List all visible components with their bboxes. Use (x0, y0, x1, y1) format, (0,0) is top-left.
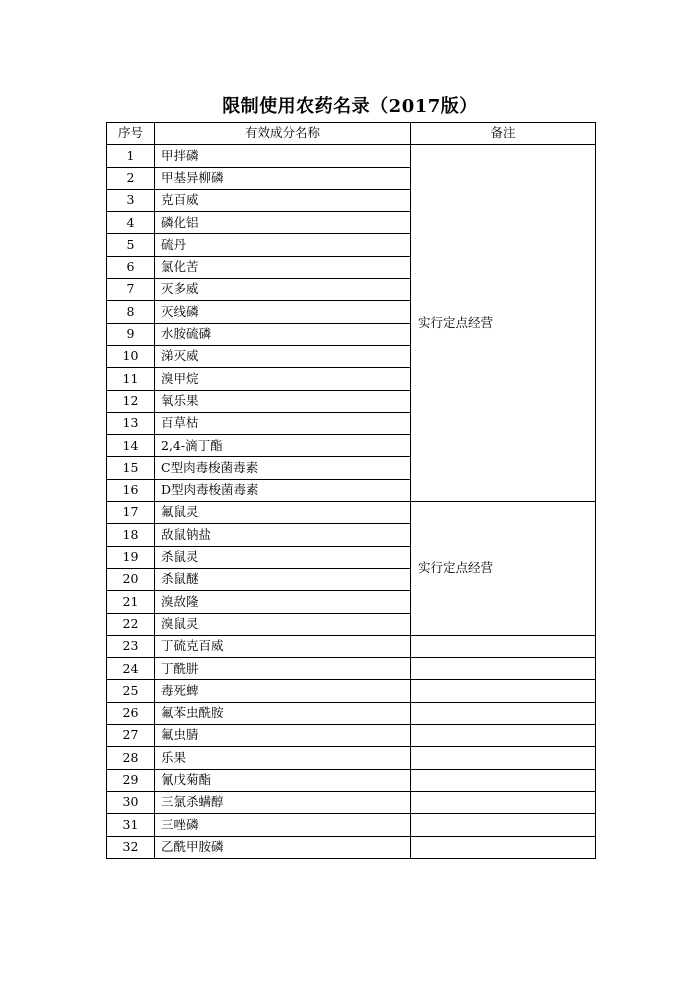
table-row (107, 680, 596, 702)
row-number: 7 (107, 279, 155, 301)
remark-cell (411, 836, 596, 858)
ingredient-name: 三唑磷 (155, 814, 411, 836)
ingredient-name: 水胺硫磷 (155, 323, 411, 345)
row-number: 17 (107, 502, 155, 524)
row-number: 18 (107, 524, 155, 546)
ingredient-name: 磷化铝 (155, 212, 411, 234)
ingredient-name: 甲拌磷 (155, 145, 411, 167)
row-number: 3 (107, 189, 155, 211)
remark-cell: 实行定点经营 (411, 145, 596, 502)
row-number: 6 (107, 256, 155, 278)
ingredient-name: 硫丹 (155, 234, 411, 256)
row-number: 14 (107, 435, 155, 457)
row-number: 10 (107, 345, 155, 367)
ingredient-name: 三氯杀螨醇 (155, 791, 411, 813)
remark-cell (411, 814, 596, 836)
table-row (107, 747, 596, 769)
row-number: 13 (107, 412, 155, 434)
row-number: 30 (107, 791, 155, 813)
ingredient-name: 乙酰甲胺磷 (155, 836, 411, 858)
table-row (107, 702, 596, 724)
row-number: 9 (107, 323, 155, 345)
remark-cell (411, 635, 596, 657)
remark-cell (411, 658, 596, 680)
ingredient-name: 涕灭威 (155, 345, 411, 367)
ingredient-name: 灭多威 (155, 279, 411, 301)
ingredient-name: 溴鼠灵 (155, 613, 411, 635)
table-row (107, 791, 596, 813)
row-number: 2 (107, 167, 155, 189)
row-number: 4 (107, 212, 155, 234)
row-number: 15 (107, 457, 155, 479)
ingredient-name: 氯化苦 (155, 256, 411, 278)
remark-cell (411, 702, 596, 724)
remark-cell (411, 680, 596, 702)
table-row (107, 145, 596, 167)
row-number: 29 (107, 769, 155, 791)
ingredient-name: 2,4-滴丁酯 (155, 435, 411, 457)
row-number: 32 (107, 836, 155, 858)
row-number: 20 (107, 568, 155, 590)
ingredient-name: 杀鼠醚 (155, 568, 411, 590)
table-row (107, 814, 596, 836)
table-row (107, 502, 596, 524)
remark-cell (411, 791, 596, 813)
ingredient-name: 甲基异柳磷 (155, 167, 411, 189)
table-header-row (107, 123, 596, 145)
page-title: 限制使用农药名录（2017版） (222, 96, 478, 117)
row-number: 1 (107, 145, 155, 167)
row-number: 27 (107, 725, 155, 747)
remark-cell (411, 769, 596, 791)
ingredient-name: 乐果 (155, 747, 411, 769)
header-no: 序号 (107, 123, 155, 145)
row-number: 25 (107, 680, 155, 702)
ingredient-name: 毒死蜱 (155, 680, 411, 702)
row-number: 8 (107, 301, 155, 323)
row-number: 11 (107, 368, 155, 390)
ingredient-name: 杀鼠灵 (155, 546, 411, 568)
pesticide-table (106, 122, 596, 859)
row-number: 26 (107, 702, 155, 724)
row-number: 19 (107, 546, 155, 568)
ingredient-name: 溴敌隆 (155, 591, 411, 613)
row-number: 21 (107, 591, 155, 613)
ingredient-name: 丁酰肼 (155, 658, 411, 680)
table-row (107, 725, 596, 747)
header-note: 备注 (411, 123, 596, 145)
row-number: 16 (107, 479, 155, 501)
header-name: 有效成分名称 (155, 123, 411, 145)
table-row (107, 769, 596, 791)
table-row (107, 635, 596, 657)
ingredient-name: 氟虫腈 (155, 725, 411, 747)
row-number: 31 (107, 814, 155, 836)
row-number: 5 (107, 234, 155, 256)
ingredient-name: 敌鼠钠盐 (155, 524, 411, 546)
ingredient-name: 溴甲烷 (155, 368, 411, 390)
ingredient-name: C型肉毒梭菌毒素 (155, 457, 411, 479)
remark-cell (411, 725, 596, 747)
ingredient-name: 灭线磷 (155, 301, 411, 323)
ingredient-name: 丁硫克百威 (155, 635, 411, 657)
ingredient-name: 百草枯 (155, 412, 411, 434)
remark-cell (411, 747, 596, 769)
ingredient-name: D型肉毒梭菌毒素 (155, 479, 411, 501)
row-number: 22 (107, 613, 155, 635)
row-number: 12 (107, 390, 155, 412)
remark-cell: 实行定点经营 (411, 502, 596, 636)
ingredient-name: 克百威 (155, 189, 411, 211)
row-number: 24 (107, 658, 155, 680)
ingredient-name: 氧乐果 (155, 390, 411, 412)
table-body (107, 145, 596, 859)
row-number: 28 (107, 747, 155, 769)
ingredient-name: 氟鼠灵 (155, 502, 411, 524)
ingredient-name: 氰戊菊酯 (155, 769, 411, 791)
table-row (107, 836, 596, 858)
ingredient-name: 氟苯虫酰胺 (155, 702, 411, 724)
row-number: 23 (107, 635, 155, 657)
table-row (107, 658, 596, 680)
